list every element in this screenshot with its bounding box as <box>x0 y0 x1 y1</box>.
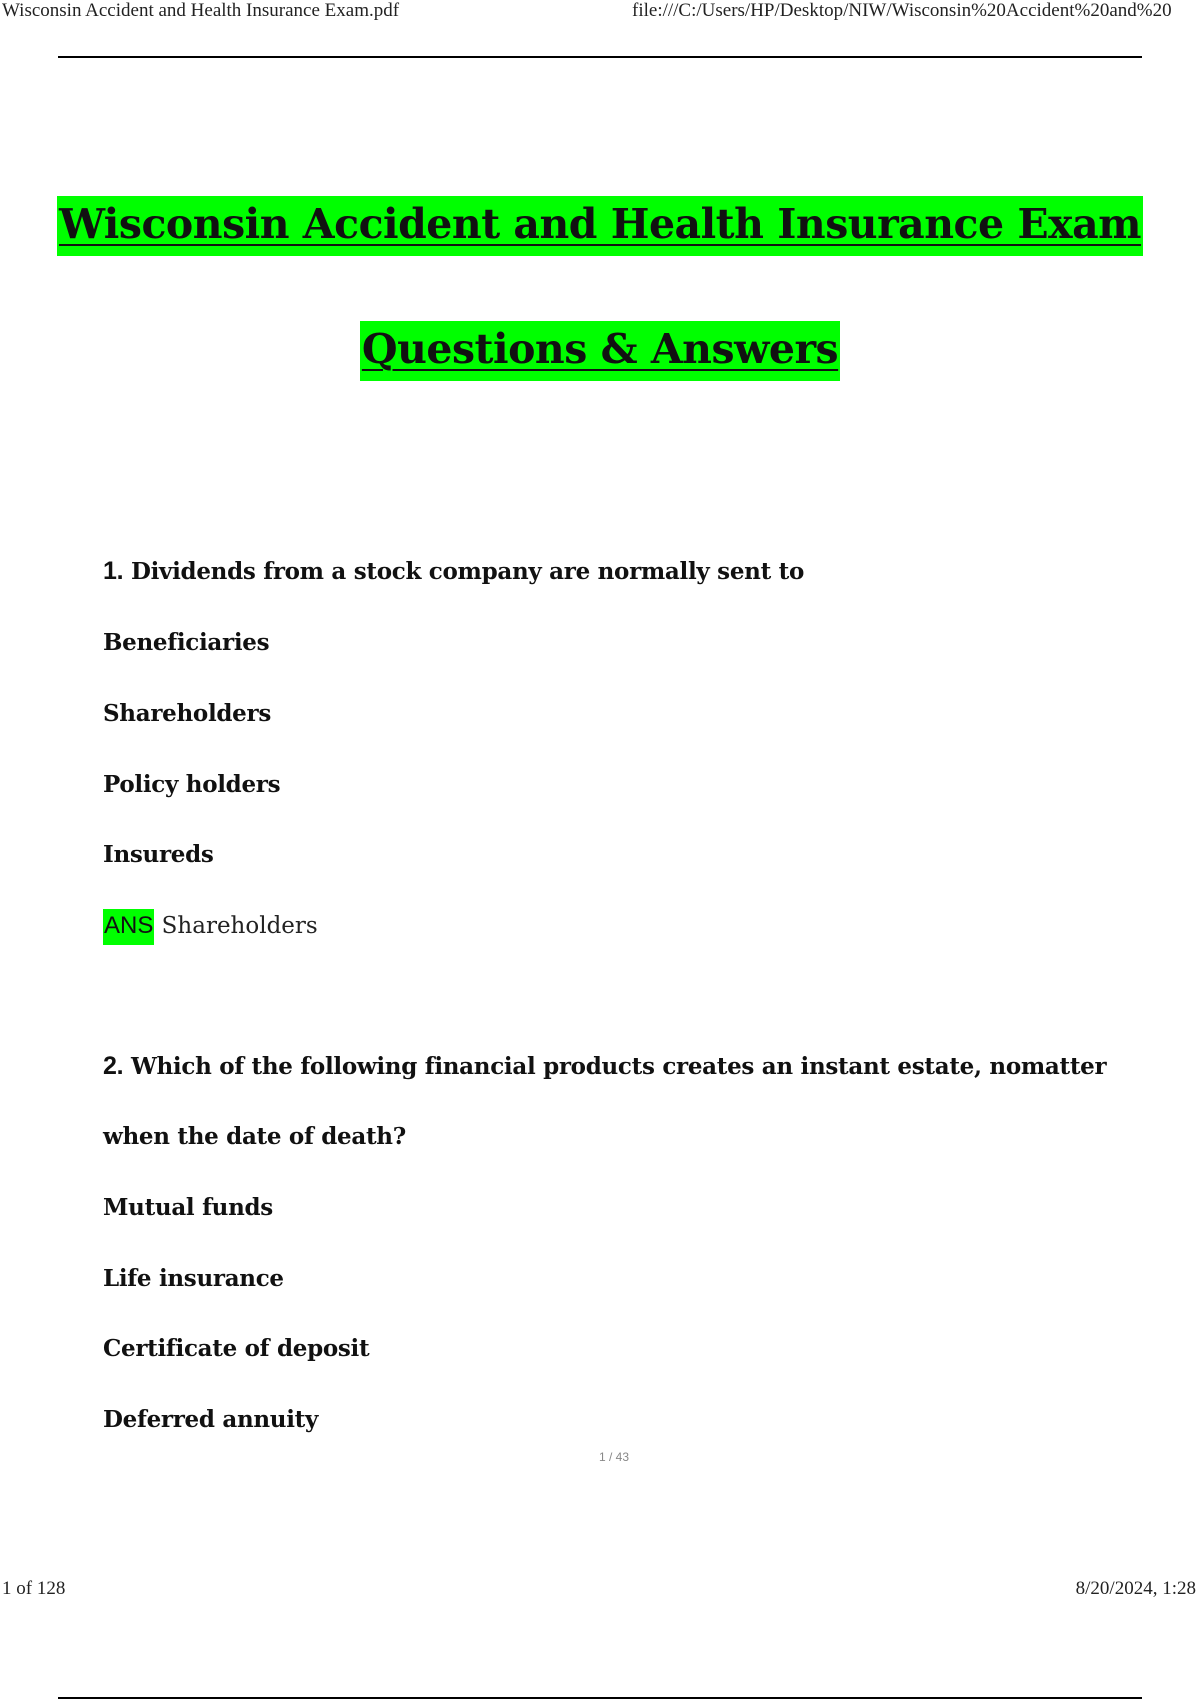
page-title-line-1 <box>0 200 1200 248</box>
question-1-number: 1. <box>103 557 124 585</box>
print-file-url: file:///C:/Users/HP/Desktop/NIW/Wisconsin%20Accident%20and%20 <box>632 0 1172 21</box>
question-1-option-3: Policy holders <box>103 771 281 798</box>
answer-tag: ANS <box>103 909 154 945</box>
page-title-text-1: Wisconsin Accident and Health Insurance Exam <box>57 196 1143 256</box>
question-1-answer-text: Shareholders <box>161 913 318 939</box>
page-indicator: 1 / 43 <box>598 1450 630 1464</box>
question-2-option-4: Deferred annuity <box>103 1406 319 1433</box>
question-2-text-line-1: Which of the following financial products creates an instant estate, nomatter <box>130 1053 1107 1080</box>
print-timestamp: 8/20/2024, 1:28 <box>1075 1578 1196 1599</box>
question-1-text: Dividends from a stock company are normally sent to <box>130 558 804 585</box>
question-2-option-1: Mutual funds <box>103 1194 273 1221</box>
question-1-option-4: Insureds <box>103 841 214 868</box>
print-page-count: 1 of 128 <box>2 1578 66 1599</box>
question-2-option-2: Life insurance <box>103 1265 284 1292</box>
print-document-name: Wisconsin Accident and Health Insurance Exam.pdf <box>2 0 400 21</box>
footer-rule <box>58 1697 1142 1699</box>
question-2-stem <box>103 1052 1106 1081</box>
header-rule <box>58 56 1142 58</box>
question-2-text-line-2: when the date of death? <box>103 1123 406 1150</box>
question-1-answer <box>103 912 318 940</box>
question-1-option-1: Beneficiaries <box>103 629 270 656</box>
question-2-number: 2. <box>103 1052 124 1080</box>
question-2-option-3: Certificate of deposit <box>103 1335 370 1362</box>
page-title-line-2 <box>0 325 1200 373</box>
question-1-option-2: Shareholders <box>103 700 271 727</box>
question-1-stem <box>103 557 804 586</box>
print-header <box>0 0 1200 26</box>
page-title-text-2: Questions & Answers <box>360 321 840 381</box>
